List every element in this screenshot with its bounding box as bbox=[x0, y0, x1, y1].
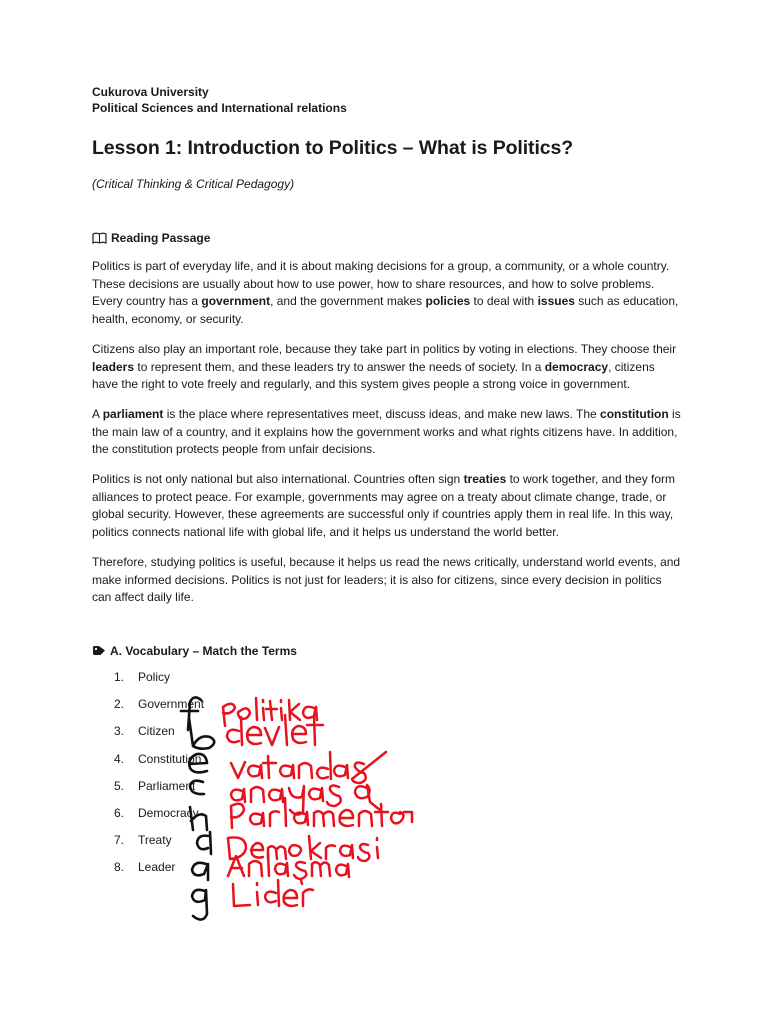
vocabulary-heading-label: A. Vocabulary – Match the Terms bbox=[110, 643, 297, 658]
vocab-term: Parliament bbox=[138, 778, 196, 793]
label-icon bbox=[92, 645, 106, 656]
book-icon bbox=[92, 232, 107, 244]
lesson-subtitle: (Critical Thinking & Critical Pedagogy) bbox=[92, 177, 295, 191]
reading-paragraph-5: Therefore, studying politics is useful, because it helps us read the news critically, understand world events, and make informed decisions. Politics is not just for leaders; it is also for citizens, since every decision in politics can affect daily life. bbox=[92, 554, 681, 605]
reading-paragraph-3: A parliament is the place where representatives meet, discuss ideas, and make new laws. The constitution is the main law of a country, and it explains how the government works and what rights citizens have. In addition, the constitution protects people from unfair decisions. bbox=[92, 406, 681, 457]
vocab-item-leader: 8. Leader bbox=[114, 860, 176, 875]
department-name: Political Sciences and International relations bbox=[92, 101, 347, 115]
vocab-item-democracy: 6. Democracy bbox=[114, 805, 199, 820]
vocab-term: Policy bbox=[138, 669, 171, 684]
vocab-item-government: 2. Government bbox=[114, 697, 205, 712]
vocabulary-heading bbox=[92, 643, 682, 659]
reading-paragraph-4: Politics is not only national but also international. Countries often sign treaties to work together, and they form alliances to protect peace. For example, governments may agree on a treaty about climate change, trade, or global security. However, these agreements are successful only if countries apply them in real life. In this way, politics connects national life with global life, and it helps us understand the world better. bbox=[92, 472, 676, 540]
vocab-item-constitution: 4. Constitution bbox=[114, 751, 202, 766]
reading-paragraph-2: Citizens also play an important role, because they take part in politics by voting in elections. They choose their leaders to represent them, and these leaders try to answer the needs of society. In a democracy, citizens have the right to vote freely and regularly, and this system gives people a strong voice in government. bbox=[92, 341, 677, 392]
vocabulary-list bbox=[92, 669, 682, 887]
vocab-term: Citizen bbox=[138, 724, 175, 739]
document-page bbox=[92, 84, 682, 886]
vocab-term: Treaty bbox=[138, 833, 172, 848]
vocab-term: Democracy bbox=[138, 805, 199, 820]
vocab-item-citizen: 3. Citizen bbox=[114, 724, 175, 739]
vocab-item-parliament: 5. Parliament bbox=[114, 778, 196, 793]
vocab-term: Constitution bbox=[138, 751, 202, 766]
vocab-item-policy: 1. Policy bbox=[114, 669, 171, 684]
university-name: Cukurova University bbox=[92, 85, 209, 99]
vocab-item-treaty: 7. Treaty bbox=[114, 833, 172, 848]
reading-heading-label: Reading Passage bbox=[111, 231, 211, 245]
reading-heading bbox=[92, 230, 682, 246]
vocab-term: Leader bbox=[138, 860, 176, 875]
answer-letter-g bbox=[192, 890, 207, 920]
lesson-title: Lesson 1: Introduction to Politics – What is Politics? bbox=[92, 137, 574, 159]
reading-paragraph-1: Politics is part of everyday life, and it is about making decisions for a group, a community, or a whole country. These decisions are usually about how to use power, how to share resources, and how to solve problems. Every country has a government, and the government makes policies to deal with issues such as education, health, economy, or security. bbox=[92, 259, 679, 327]
vocab-term: Government bbox=[138, 697, 205, 712]
